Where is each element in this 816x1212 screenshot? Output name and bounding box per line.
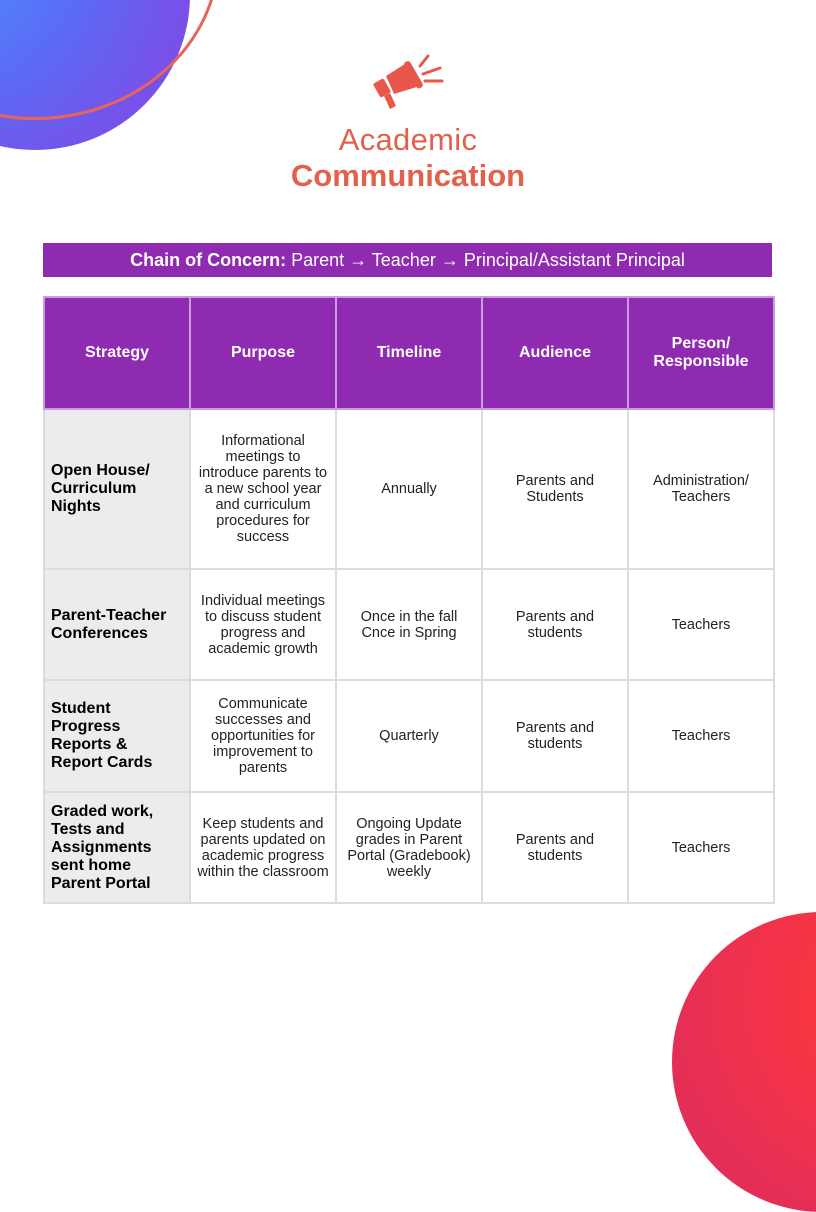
table-row [44,569,774,680]
decorative-blob-bottom-right [672,912,816,1212]
table-row [44,792,774,903]
title-line-1: Academic [338,122,478,157]
column-header: Audience [482,297,628,409]
table-cell-purpose: Informational meetings to introduce parents to a new school year and curriculum procedures for success [190,409,336,569]
table-cell-timeline: Annually [336,409,482,569]
column-header: Timeline [336,297,482,409]
table-cell-audience: Parents and Students [482,409,628,569]
megaphone-icon [370,52,446,114]
chain-value: Parent → Teacher → Principal/Assistant Principal [291,249,685,270]
table-row [44,680,774,792]
table-cell-audience: Parents and students [482,792,628,903]
title-line-2: Communication [290,158,526,193]
table-cell-strategy: Open House/ Curriculum Nights [44,409,190,569]
table-cell-strategy: Student Progress Reports & Report Cards [44,680,190,792]
column-header: Purpose [190,297,336,409]
table-cell-strategy: Parent-Teacher Conferences [44,569,190,680]
table-cell-timeline: Ongoing Update grades in Parent Portal (Gradebook) weekly [336,792,482,903]
table-header-row [44,297,774,409]
table-cell-purpose: Communicate successes and opportunities for improvement to parents [190,680,336,792]
table-cell-purpose: Keep students and parents updated on academic progress within the classroom [190,792,336,903]
column-header: Strategy [44,297,190,409]
column-header-label: Person/ Responsible [653,335,749,370]
table-cell-person: Teachers [628,680,774,792]
table-cell-person: Teachers [628,569,774,680]
column-header [628,297,774,409]
decorative-arc-top-left [0,0,220,120]
table-cell-timeline: Once in the fall Cnce in Spring [336,569,482,680]
chain-of-concern-bar [43,243,772,277]
chain-label: Chain of Concern: [130,249,287,270]
table-row [44,409,774,569]
table-cell-strategy: Graded work, Tests and Assignments sent home Parent Portal [44,792,190,903]
table-cell-person: Teachers [628,792,774,903]
strategy-table [43,296,775,904]
table-cell-timeline: Quarterly [336,680,482,792]
table-cell-purpose: Individual meetings to discuss student progress and academic growth [190,569,336,680]
table-cell-audience: Parents and students [482,569,628,680]
table-cell-audience: Parents and students [482,680,628,792]
table-cell-person: Administration/ Teachers [628,409,774,569]
